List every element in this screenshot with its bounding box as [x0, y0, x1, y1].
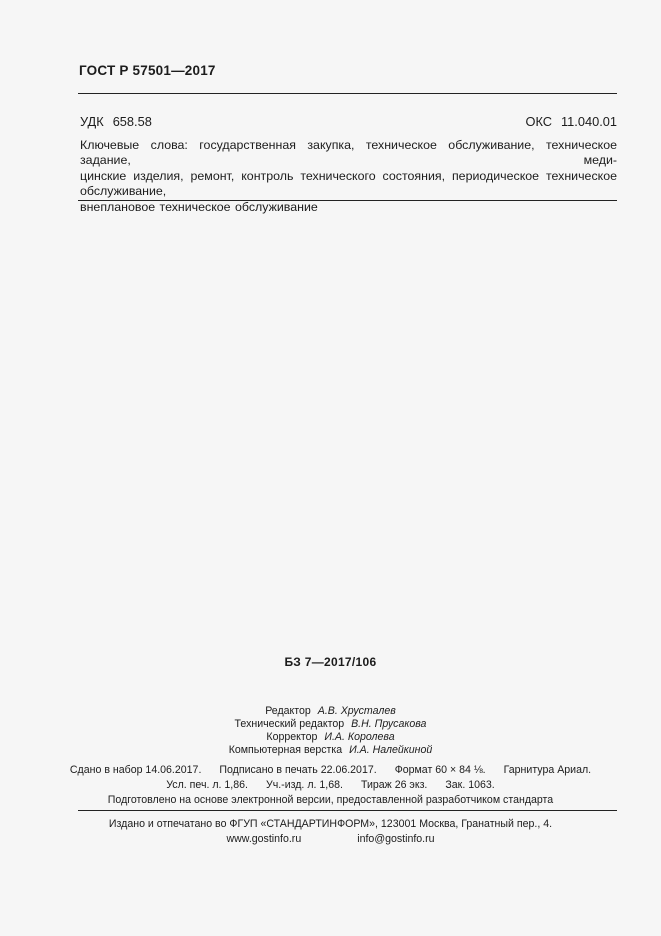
- imprint-line-3: Подготовлено на основе электронной версии, предоставленной разработчиком стандарта: [107, 794, 554, 807]
- print-run: Тираж 26 экз.: [360, 779, 428, 792]
- publisher-divider: [78, 810, 617, 811]
- oks-value: 11.040.01: [561, 114, 617, 129]
- keywords-line: Ключевые слова: государственная закупка, техническое обслуживание, техническое задание, меди-: [80, 138, 617, 168]
- udk-code: [80, 114, 152, 129]
- typeset-date: Сдано в набор 14.06.2017.: [69, 764, 202, 776]
- paper-format: Формат 60 × 84 ⅛.: [394, 764, 486, 776]
- editor-name: И.А. Королева: [324, 730, 395, 743]
- imprint-block: [0, 763, 661, 809]
- oks-label: ОКС: [525, 114, 553, 129]
- editor-role: Редактор: [265, 705, 311, 717]
- keywords-line: цинские изделия, ремонт, контроль технического состояния, периодическое техническое обслуживание,: [80, 168, 617, 199]
- imprint-line-2: [0, 778, 661, 793]
- editor-name: В.Н. Прусакова: [351, 717, 427, 730]
- classification-row: [80, 114, 617, 129]
- website-text: www.gostinfo.ru: [226, 833, 302, 846]
- editor-role: Технический редактор: [234, 717, 345, 730]
- keywords-divider: [78, 200, 617, 201]
- editor-row: [0, 718, 661, 731]
- oks-code: [526, 114, 618, 129]
- top-divider: [78, 93, 617, 94]
- publisher-block: [0, 817, 661, 847]
- keywords-line: внеплановое техническое обслуживание: [80, 199, 318, 214]
- order-number: Зак. 1063.: [445, 779, 495, 792]
- editor-role: Компьютерная верстка: [228, 743, 343, 756]
- standard-number: ГОСТ Р 57501—2017: [79, 63, 216, 78]
- bz-number: БЗ 7—2017/106: [284, 655, 377, 669]
- publisher-sheets: Уч.-изд. л. 1,68.: [265, 779, 343, 792]
- typeface: Гарнитура Ариал.: [503, 764, 592, 776]
- printed-sheets: Усл. печ. л. 1,86.: [166, 779, 248, 792]
- publisher-contacts: [0, 832, 661, 847]
- editor-role: Корректор: [266, 730, 318, 743]
- editor-row: [0, 705, 661, 718]
- udk-value: 658.58: [112, 114, 152, 129]
- imprint-line-1: [0, 763, 661, 778]
- email-text: info@gostinfo.ru: [357, 833, 435, 846]
- editor-name: И.А. Налейкиной: [349, 743, 433, 756]
- editor-name: А.В. Хрусталев: [317, 705, 396, 717]
- keywords-paragraph: [80, 138, 617, 215]
- editor-row: [0, 731, 661, 744]
- editor-row: [0, 744, 661, 757]
- editors-block: [0, 705, 661, 757]
- publisher-address: Издано и отпечатано во ФГУП «СТАНДАРТИНФОРМ», 123001 Москва, Гранатный пер., 4.: [108, 818, 553, 830]
- print-date: Подписано в печать 22.06.2017.: [219, 764, 377, 776]
- udk-label: УДК: [80, 114, 104, 129]
